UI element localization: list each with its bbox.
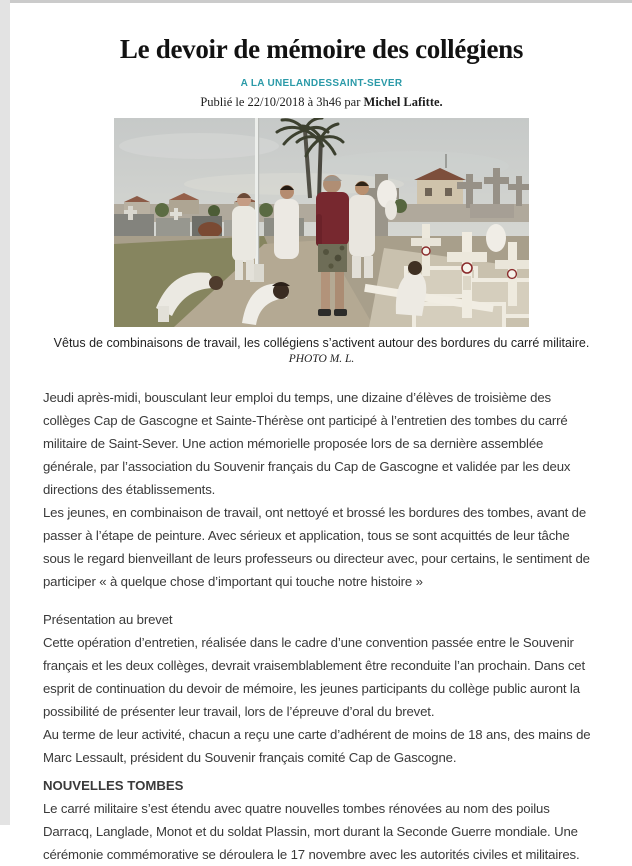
photo-credit: PHOTO M. L. xyxy=(288,353,355,365)
article-tags xyxy=(43,78,600,89)
tag-landes[interactable]: LANDES xyxy=(289,78,333,89)
paragraph-2: Les jeunes, en combinaison de travail, ont nettoyé et brossé les bordures des tombes, avant de passer à l’étape de peinture. Avec sérieux et application, tous se sont acquittés de leur tâche sous le regard bienveillant de leurs professeurs ou directeur avec, pour certains, le sentiment de participer « à quelque chose d’important qui touche notre histoire » xyxy=(43,505,590,589)
photo-caption-text: Vêtus de combinaisons de travail, les collégiens s’activent autour des bordures du carré militaire. xyxy=(53,336,590,350)
byline-author: Michel Lafitte. xyxy=(363,95,443,109)
article xyxy=(10,3,632,866)
tag-a-la-une[interactable]: A LA UNE xyxy=(240,78,290,89)
paragraph-4: Au terme de leur activité, chacun a reçu une carte d’adhérent de moins de 18 ans, des mains de Marc Lessault, président du Souvenir français comité Cap de Gascogne. xyxy=(43,727,591,765)
paragraph-1: Jeudi après-midi, bousculant leur emploi du temps, une dizaine d’élèves de troisième des collèges Cap de Gascogne et Sainte-Thérèse ont participé à l’entretien des tombes du carré militaire de Saint-Sever. Une action mémorielle proposée lors de sa dernière assemblée générale, par l’association du Souvenir français du Cap de Gascogne et validée par les deux directions des établissements. xyxy=(43,390,571,497)
article-title: Le devoir de mémoire des collégiens xyxy=(119,34,524,64)
article-byline xyxy=(43,95,600,110)
cemetery-photo-illustration xyxy=(114,118,529,327)
photo-caption xyxy=(43,335,600,367)
page-left-gutter xyxy=(0,0,10,825)
byline-date: Publié le 22/10/2018 à 3h46 par xyxy=(200,95,364,109)
article-figure xyxy=(43,118,600,367)
section-heading-brevet: Présentation au brevet xyxy=(43,612,173,627)
paragraph-3: Cette opération d’entretien, réalisée dans le cadre d’une convention passée entre le Souvenir français et les deux collèges, devrait vraisemblablement être reconduite l’an prochain. Dans cet esprit de continuation du devoir de mémoire, les jeunes participants du collège public auront la possibilité de présenter leur travail, lors de l’épreuve d’oral du brevet. xyxy=(43,635,585,719)
paragraph-5: Le carré militaire s’est étendu avec quatre nouvelles tombes rénovées au nom des poilus Darracq, Langlade, Monot et du soldat Plassin, mort durant la Seconde Guerre mondiale. Une cérémonie commémorative se déroulera le 17 novembre avec les autorités civiles et militaires. xyxy=(43,801,580,862)
tag-saint-sever[interactable]: SAINT-SEVER xyxy=(332,78,403,89)
section-heading-nouvelles-tombes: NOUVELLES TOMBES xyxy=(43,778,184,793)
article-body xyxy=(43,386,600,866)
article-photo xyxy=(114,118,529,327)
